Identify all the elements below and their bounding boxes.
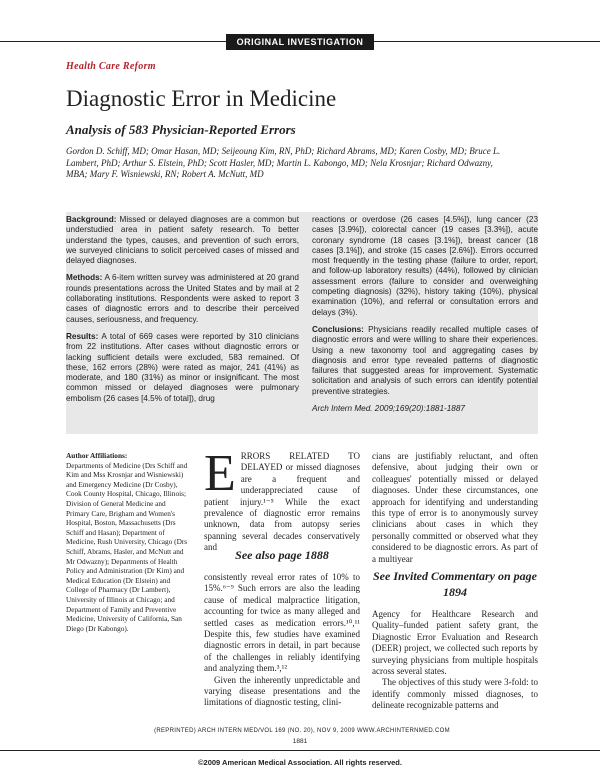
- abstract-results: [66, 332, 299, 404]
- article-title: Diagnostic Error in Medicine: [66, 86, 337, 111]
- body-column-1: [204, 445, 360, 554]
- see-also-link[interactable]: See also page 1888: [235, 548, 329, 562]
- background-text: Missed or delayed diagnoses are a common but understudied area in patient safety research. To better understand the types, causes, and prevention of such errors, we surveyed clinicians to solicit perceived cases of missed and delayed diagnoses.: [66, 215, 299, 266]
- abstract-conclusions: [312, 325, 538, 397]
- invited-commentary-link[interactable]: See Invited Commentary on page 1894: [373, 569, 537, 599]
- author-affiliations: [66, 451, 191, 633]
- body-column-1b: [204, 572, 360, 709]
- methods-text: A 6-item written survey was administered at 20 grand rounds presentations across the United States and by mail at 2 collaborating institutions. Respondents were asked to report 3 cases of diagnostic errors and to describe their perceived causes, seriousness, and frequency.: [66, 273, 299, 324]
- conclusions-label: Conclusions:: [312, 324, 364, 334]
- body-paragraph-2c: The objectives of this study were 3-fold: to identify commonly missed diagnoses, to delineate recognizable patterns and: [372, 677, 538, 711]
- section-tag: ORIGINAL INVESTIGATION: [226, 34, 374, 50]
- article-subtitle: Analysis of 583 Physician-Reported Errors: [66, 122, 296, 137]
- background-label: Background:: [66, 215, 117, 224]
- footer-rule: [0, 750, 600, 751]
- running-footer: (REPRINTED) ARCH INTERN MED/VOL 169 (NO. 20), NOV 9, 2009 WWW.ARCHINTERNMED.COM: [154, 728, 450, 734]
- affiliations-label: Author Affiliations:: [66, 451, 128, 460]
- abstract-right-column: [312, 215, 538, 421]
- body-paragraph-1b: consistently reveal error rates of 10% to 15%.⁶⁻⁹ Such errors are also the leading cause of medical malpractice litigation, accounting for twice as many alleged and settled cases as medication errors.¹⁰,¹¹ Despite this, few studies have examined diagnostic errors in detail, in part because of the challenges in reliably identifying and analyzing them.³,¹²: [204, 572, 360, 674]
- citation: Arch Intern Med. 2009;169(20):1881-1887: [312, 404, 465, 414]
- affiliations-text: Departments of Medicine (Drs Schiff and Kim and Mss Krosnjar and Wisniewski) and Emergency Medicine (Dr Cosby), Cook County Hospital, Chicago, Illinois; Division of General Medicine and Primary Care, Brigham and Women's Hospital, Boston, Massachusetts (Drs Schiff and Hasan); Department of Medicine, Rush University, Chicago (Drs Schiff, Abrams, Hasler, and McNutt and Mr Odwazny); Departments of Health Policy and Administration (Dr Kim) and Medical Education (Dr Elstein) and College of Pharmacy (Dr Lambert), University of Illinois at Chicago; and Department of Family and Preventive Medicine, University of California, San Diego (Dr Kabongo).: [66, 460, 188, 633]
- body-paragraph-1c: Given the inherently unpredictable and varying disease presentations and the limitations of diagnostic testing, clini-: [204, 674, 360, 708]
- body-paragraph-1a: RRORS RELATED TO DELAYED or missed diagnoses are a frequent and underappreciated cause of patient injury.¹⁻⁵ While the exact prevalence of diagnostic error remains unknown, data from autopsy series spanning several decades conservatively and: [204, 451, 360, 553]
- dropcap: E: [204, 445, 236, 502]
- body-paragraph-2a: cians are justifiably reluctant, and often defensive, about judging their own or colleagues' potentially missed or delayed diagnoses. Under these circumstances, one approach for identifying and understanding this type of error is to anonymously survey clinicians about cases in which they personally committed or observed what they considered to be diagnostic errors. As part of a multiyear: [372, 451, 538, 564]
- conclusions-text: Physicians readily recalled multiple cases of diagnostic errors and were willing to share their experiences. Using a new taxonomy tool and aggregating cases by diagnosis and error type revealed patterns of diagnostic failures that suggested areas for improvement. Systematic solicitation and analysis of such errors can identify potential preventive strategies.: [312, 324, 538, 396]
- page-number: 1881: [292, 738, 308, 745]
- body-paragraph-2b: Agency for Healthcare Research and Quality–funded patient safety grant, the Diagnostic Error Evaluation and Research (DEER) project, we collected such reports by surveying physicians from multiple hospitals across several states.: [372, 609, 538, 677]
- results-label: Results:: [66, 331, 99, 341]
- section-label: Health Care Reform: [66, 61, 156, 72]
- results-text: A total of 669 cases were reported by 310 clinicians from 22 institutions. After cases without diagnostic errors or lacking sufficient details were excluded, 583 remained. Of these, 162 errors (28%) were rated as major, 241 (41%) as moderate, and 180 (31%) as minor or insignificant. The most common missed or delayed diagnoses were pulmonary embolism (26 cases [4.5% of total]), drug: [66, 331, 300, 403]
- body-column-2: [372, 451, 538, 565]
- abstract-results-cont: reactions or overdose (26 cases [4.5%]), lung cancer (23 cases [3.9%]), colorectal cancer (19 cases [3.3%]), acute coronary syndrome (18 cases [3.1%]), breast cancer (18 cases [3.1%]), and stroke (15 cases [2.6%]). Errors occurred most frequently in the testing phase (failure to order, report, and follow-up laboratory results) (44%), followed by clinician assessment errors (failure to consider and overweighing competing diagnosis) (32%), history taking (10%), physical examination (10%), and referral or consultation errors and delays (3%).: [312, 215, 538, 317]
- body-column-2b: [372, 609, 538, 712]
- copyright-notice: ©2009 American Medical Association. All rights reserved.: [198, 758, 402, 767]
- abstract-background: [66, 215, 299, 266]
- abstract-left-column: [66, 215, 299, 411]
- author-list: Gordon D. Schiff, MD; Omar Hasan, MD; Seijeoung Kim, RN, PhD; Richard Abrams, MD; Karen Cosby, MD; Bruce L. Lambert, PhD; Arthur S. Elstein, PhD; Scott Hasler, MD; Martin L. Kabongo, MD; Nela Krosnjar; Richard Odwazny, MBA; Mary F. Wisniewski, RN; Robert A. McNutt, MD: [66, 146, 501, 179]
- methods-label: Methods:: [66, 273, 103, 283]
- abstract-methods: [66, 273, 299, 324]
